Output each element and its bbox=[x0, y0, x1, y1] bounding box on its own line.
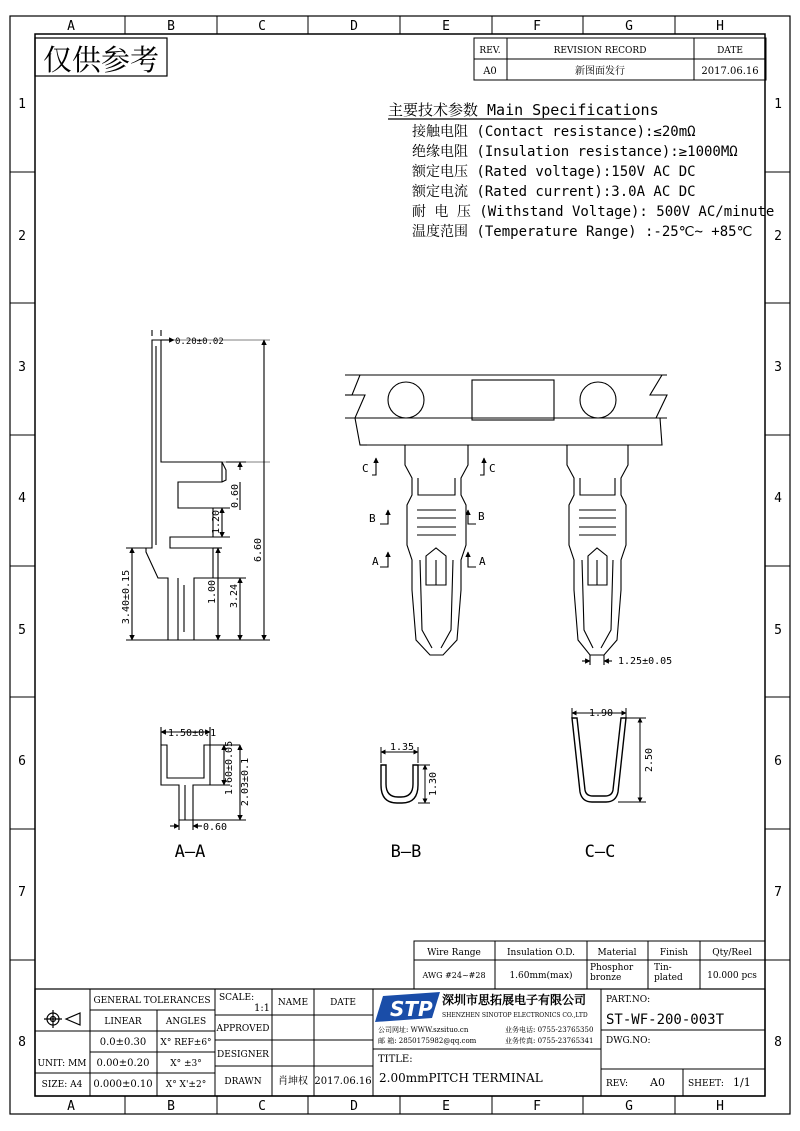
row-label-right: 3 bbox=[774, 360, 782, 375]
material-header-insulation: Insulation O.D. bbox=[506, 948, 576, 958]
row-label-right: 1 bbox=[774, 97, 782, 112]
linear-label: LINEAR bbox=[104, 1017, 142, 1027]
dim-bb-135: 1.35 bbox=[390, 742, 415, 753]
scale-value: 1:1 bbox=[253, 1003, 271, 1014]
sheet-value: 1/1 bbox=[733, 1076, 751, 1089]
approved-label: APPROVED bbox=[216, 1024, 270, 1034]
contact-email: 邮 箱: 2850175982@qq.com bbox=[378, 1037, 477, 1045]
specs-title: 主要技术参数 Main Specifications bbox=[388, 101, 659, 119]
spec-insulation-resistance: 绝缘电阻 (Insulation resistance):≥1000MΩ bbox=[412, 144, 738, 160]
designer-label: DESIGNER bbox=[217, 1050, 269, 1060]
col-label-top: C bbox=[258, 19, 266, 34]
dim-120: 1.20 bbox=[211, 509, 222, 535]
revision-record-header: REVISION RECORD bbox=[553, 46, 647, 56]
col-label-top: E bbox=[442, 19, 450, 34]
cut-label-c-right: C bbox=[489, 462, 496, 475]
contact-phone: 业务电话: 0755-23765350 bbox=[505, 1026, 594, 1034]
col-label-bottom: D bbox=[350, 1099, 358, 1114]
unit-label: UNIT: MM bbox=[37, 1059, 87, 1069]
dim-060: 0.60 bbox=[230, 483, 241, 509]
contact-fax: 业务传真: 0755-23765341 bbox=[505, 1037, 594, 1045]
material-table bbox=[414, 941, 765, 989]
section-a-a-label: A—A bbox=[174, 842, 206, 862]
section-b-b-label: B—B bbox=[390, 842, 422, 862]
material-value-wire-range: AWG #24~#28 bbox=[422, 971, 486, 980]
dim-bb-130: 1.30 bbox=[428, 771, 439, 797]
dim-thickness: 0.20±0.02 bbox=[175, 337, 224, 347]
row-label-right: 8 bbox=[774, 1035, 782, 1050]
cut-label-a-right: A bbox=[479, 555, 486, 568]
dim-cc-190: 1.90 bbox=[589, 708, 614, 719]
col-label-top: H bbox=[716, 19, 724, 34]
rev-header: REV. bbox=[479, 46, 501, 56]
tol-angle-3: X° X'±2° bbox=[165, 1080, 207, 1090]
dim-324: 3.24 bbox=[229, 583, 240, 609]
row-label-left: 4 bbox=[18, 491, 26, 506]
projection-symbol-icon bbox=[44, 1010, 80, 1028]
col-label-bottom: B bbox=[167, 1099, 175, 1114]
drawing-title: 2.00mmPITCH TERMINAL bbox=[379, 1071, 543, 1085]
dim-660: 6.60 bbox=[253, 537, 264, 563]
row-label-left: 6 bbox=[18, 754, 26, 769]
cut-label-a-left: A bbox=[372, 555, 379, 568]
scale-label: SCALE: bbox=[219, 993, 255, 1003]
row-label-right: 6 bbox=[774, 754, 782, 769]
cut-label-c-left: C bbox=[362, 462, 369, 475]
spec-rated-voltage: 额定电压 (Rated voltage):150V AC DC bbox=[412, 164, 696, 180]
row-label-left: 8 bbox=[18, 1035, 26, 1050]
company-name-en: SHENZHEN SINOTOP ELECTRONICS CO.,LTD bbox=[442, 1012, 588, 1019]
section-c-c bbox=[572, 708, 655, 862]
row-label-left: 5 bbox=[18, 623, 26, 638]
sheet-label: SHEET: bbox=[688, 1079, 724, 1089]
dim-cc-250: 2.50 bbox=[644, 747, 655, 773]
material-header-qty: Qty/Reel bbox=[712, 948, 752, 958]
material-value-finish: Tin-plated bbox=[654, 963, 683, 983]
drawn-name: 肖坤权 bbox=[278, 1076, 308, 1087]
col-label-top: D bbox=[350, 19, 358, 34]
dim-aa-203: 2.03±0.1 bbox=[240, 757, 251, 807]
row-label-left: 7 bbox=[18, 885, 26, 900]
col-label-bottom: F bbox=[533, 1099, 541, 1114]
rev-value: A0 bbox=[483, 66, 497, 77]
terminal-right bbox=[567, 445, 628, 665]
dim-aa-160: 1.60±0.05 bbox=[224, 740, 235, 796]
material-value-material: Phosphor bronze bbox=[590, 963, 634, 983]
dim-aa-060: 0.60 bbox=[203, 822, 228, 833]
section-c-c-label: C—C bbox=[584, 842, 616, 862]
drawn-label: DRAWN bbox=[224, 1077, 262, 1087]
size-label: SIZE: A4 bbox=[41, 1080, 83, 1090]
main-specifications bbox=[388, 101, 774, 240]
general-tolerances-label: GENERAL TOLERANCES bbox=[93, 996, 211, 1006]
cut-label-b-left: B bbox=[369, 512, 376, 525]
title-block bbox=[35, 989, 765, 1096]
revision-record-value: 新图面发行 bbox=[575, 66, 625, 77]
company-logo bbox=[375, 992, 440, 1022]
spec-contact-resistance: 接触电阻 (Contact resistance):≤20mΩ bbox=[412, 124, 696, 140]
section-b-b bbox=[381, 742, 439, 862]
angles-label: ANGLES bbox=[165, 1017, 207, 1027]
tol-linear-1: 0.0±0.30 bbox=[99, 1037, 147, 1048]
tol-linear-2: 0.00±0.20 bbox=[96, 1058, 150, 1069]
dim-100: 1.00 bbox=[207, 579, 218, 605]
name-header: NAME bbox=[277, 998, 309, 1008]
title-label: TITLE: bbox=[378, 1054, 413, 1065]
row-label-left: 3 bbox=[18, 360, 26, 375]
col-label-bottom: C bbox=[258, 1099, 266, 1114]
material-value-qty: 10.000 pcs bbox=[707, 971, 757, 981]
dim-340: 3.40±0.15 bbox=[121, 569, 132, 625]
drawn-date: 2017.06.16 bbox=[314, 1076, 372, 1087]
terminal-left bbox=[405, 445, 468, 655]
date-header: DATE bbox=[717, 46, 743, 56]
spec-withstand-voltage: 耐 电 压 (Withstand Voltage): 500V AC/minute bbox=[412, 204, 775, 220]
col-label-bottom: H bbox=[716, 1099, 724, 1114]
row-label-left: 1 bbox=[18, 97, 26, 112]
material-header-wire-range: Wire Range bbox=[427, 948, 481, 958]
col-label-top: F bbox=[533, 19, 541, 34]
cut-label-b-right: B bbox=[478, 510, 485, 523]
row-label-right: 4 bbox=[774, 491, 782, 506]
dwg-no-label: DWG.NO: bbox=[606, 1036, 651, 1046]
col-label-bottom: E bbox=[442, 1099, 450, 1114]
side-view bbox=[121, 330, 270, 640]
spec-rated-current: 额定电流 (Rated current):3.0A AC DC bbox=[412, 184, 696, 200]
col-label-top: A bbox=[67, 19, 75, 34]
rev-label: REV: bbox=[606, 1079, 628, 1089]
section-a-a bbox=[161, 727, 251, 862]
dim-width-125: 1.25±0.05 bbox=[618, 656, 673, 667]
part-number: ST-WF-200-003T bbox=[606, 1012, 725, 1028]
row-label-right: 7 bbox=[774, 885, 782, 900]
logo-lettering: STP bbox=[390, 997, 433, 1021]
spec-temperature-range: 温度范围 (Temperature Range) :-25℃~ +85℃ bbox=[412, 224, 753, 240]
revision-date-value: 2017.06.16 bbox=[701, 66, 759, 77]
material-value-insulation: 1.60mm(max) bbox=[509, 971, 573, 981]
row-label-right: 2 bbox=[774, 229, 782, 244]
revision-table bbox=[474, 38, 766, 80]
reference-stamp: 仅供参考 bbox=[42, 43, 160, 77]
top-view bbox=[345, 375, 672, 667]
tol-angle-1: X° REF±6° bbox=[160, 1038, 212, 1048]
col-label-top: G bbox=[625, 19, 633, 34]
material-header-material: Material bbox=[597, 948, 637, 958]
company-name-cn: 深圳市思拓展电子有限公司 bbox=[442, 993, 587, 1007]
part-no-label: PART.NO: bbox=[606, 995, 651, 1005]
tol-linear-3: 0.000±0.10 bbox=[93, 1079, 153, 1090]
tol-angle-2: X° ±3° bbox=[170, 1059, 202, 1069]
contact-website: 公司网址: WWW.szsituo.cn bbox=[378, 1026, 469, 1034]
col-label-bottom: A bbox=[67, 1099, 75, 1114]
row-label-right: 5 bbox=[774, 623, 782, 638]
row-label-left: 2 bbox=[18, 229, 26, 244]
date-header: DATE bbox=[330, 998, 356, 1008]
dim-aa-150: 1.50±0.1 bbox=[168, 728, 217, 739]
col-label-bottom: G bbox=[625, 1099, 633, 1114]
col-label-top: B bbox=[167, 19, 175, 34]
material-header-finish: Finish bbox=[659, 948, 689, 958]
rev-value-block: A0 bbox=[650, 1076, 665, 1089]
